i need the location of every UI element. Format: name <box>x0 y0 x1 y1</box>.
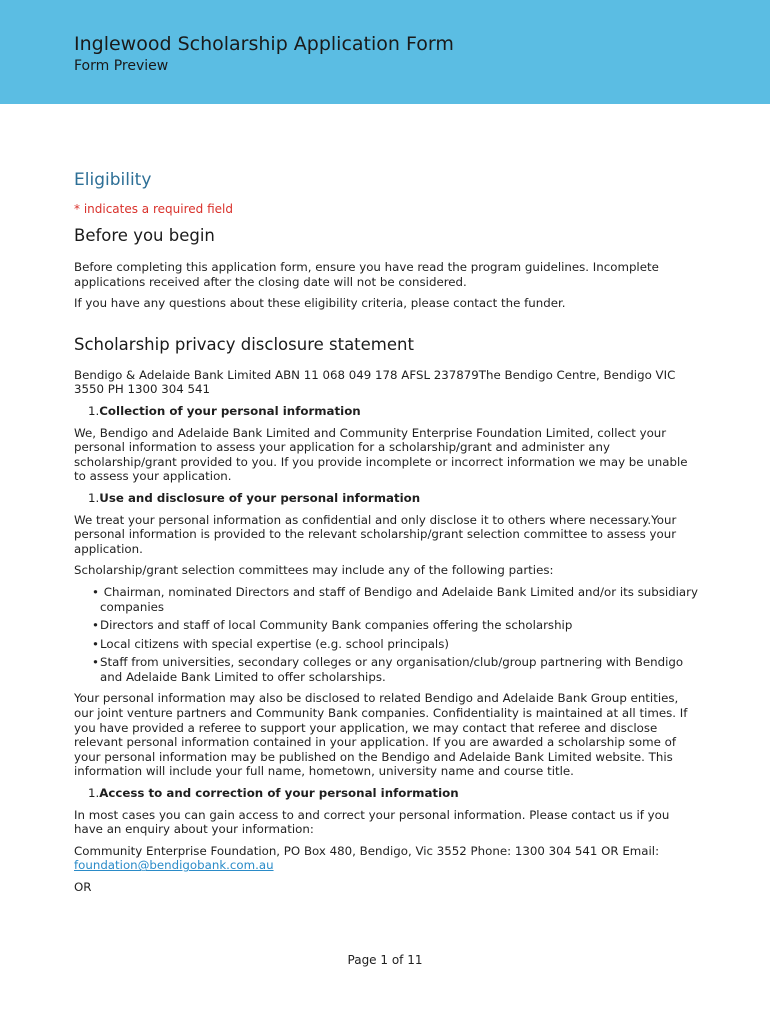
list-item <box>92 585 698 614</box>
required-field-note: * indicates a required field <box>74 202 233 216</box>
use-disclosure-label: Use and disclosure of your personal information <box>99 490 421 505</box>
bullet-icon: • <box>92 584 99 599</box>
before-paragraph-1: Before completing this application form, ensure you have read the program guidelines. Incomplete applications received after the closing date will not be considered. <box>74 260 659 289</box>
use-disclosure-text: We treat your personal information as confidential and only disclose it to others where necessary.Your personal information is provided to the relevant scholarship/grant selection committee to assess your application. <box>74 512 677 556</box>
bank-address: Bendigo & Adelaide Bank Limited ABN 11 068 049 178 AFSL 237879The Bendigo Centre, Bendigo VIC 3550 PH 1300 304 541 <box>74 367 676 397</box>
section-title: Eligibility <box>74 170 152 190</box>
collection-heading <box>88 404 698 419</box>
page-indicator: Page 1 of 11 <box>347 953 423 967</box>
bullet-icon: • <box>92 655 99 670</box>
committee-list <box>74 585 698 685</box>
list-item <box>92 637 698 652</box>
form-subtitle: Form Preview <box>74 58 169 74</box>
form-title: Inglewood Scholarship Application Form <box>74 33 454 55</box>
use-disclosure-number: 1. <box>88 490 100 505</box>
privacy-heading: Scholarship privacy disclosure statement <box>74 334 414 354</box>
list-item-text: Chairman, nominated Directors and staff of Bendigo and Adelaide Bank Limited and/or its subsidiary companies <box>100 584 698 614</box>
form-content <box>74 170 698 902</box>
collection-label: Collection of your personal information <box>99 403 361 418</box>
email-link[interactable]: foundation@bendigobank.com.au <box>74 858 274 873</box>
before-paragraph-2: If you have any questions about these eligibility criteria, please contact the funder. <box>74 296 566 311</box>
contact-text: Community Enterprise Foundation, PO Box 480, Bendigo, Vic 3552 Phone: 1300 304 541 OR Email: <box>74 843 660 858</box>
list-item <box>92 655 698 684</box>
form-header <box>0 0 770 104</box>
use-disclosure-heading <box>88 491 698 506</box>
list-item-text: Directors and staff of local Community Bank companies offering the scholarship <box>100 618 573 633</box>
collection-number: 1. <box>88 403 100 418</box>
committees-intro: Scholarship/grant selection committees may include any of the following parties: <box>74 563 554 578</box>
list-item-text: Staff from universities, secondary colleges or any organisation/club/group partnering with Bendigo and Adelaide Bank Limited to offer scholarships. <box>100 655 684 684</box>
or-text: OR <box>74 880 92 894</box>
before-you-begin-heading: Before you begin <box>74 226 215 245</box>
bullet-icon: • <box>92 618 99 633</box>
access-correction-heading <box>88 786 698 801</box>
access-correction-number: 1. <box>88 786 100 801</box>
disclosure-text: Your personal information may also be disclosed to related Bendigo and Adelaide Bank Group entities, our joint venture partners and Community Bank companies. Confidentiality is maintained at all times. If you have provided a referee to support your application, we may contact that referee and disclose relevant personal information contained in your application. If you are awarded a scholarship some of your personal information may be published on the Bendigo and Adelaide Bank Limited website. This information will include your full name, hometown, university name and course title. <box>74 691 688 779</box>
access-correction-text: In most cases you can gain access to and correct your personal information. Please contact us if you have an enquiry about your information: <box>74 807 670 837</box>
list-item-text: Local citizens with special expertise (e.g. school principals) <box>100 636 449 651</box>
list-item <box>92 618 698 633</box>
collection-text: We, Bendigo and Adelaide Bank Limited and Community Enterprise Foundation Limited, collect your personal information to assess your application for a scholarship/grant and administer any scholarship/grant provided to you. If you provide incomplete or incorrect information we may be unable to assess your application. <box>74 425 688 484</box>
access-correction-label: Access to and correction of your personal information <box>99 786 459 801</box>
bullet-icon: • <box>92 636 99 651</box>
contact-details <box>74 844 698 873</box>
